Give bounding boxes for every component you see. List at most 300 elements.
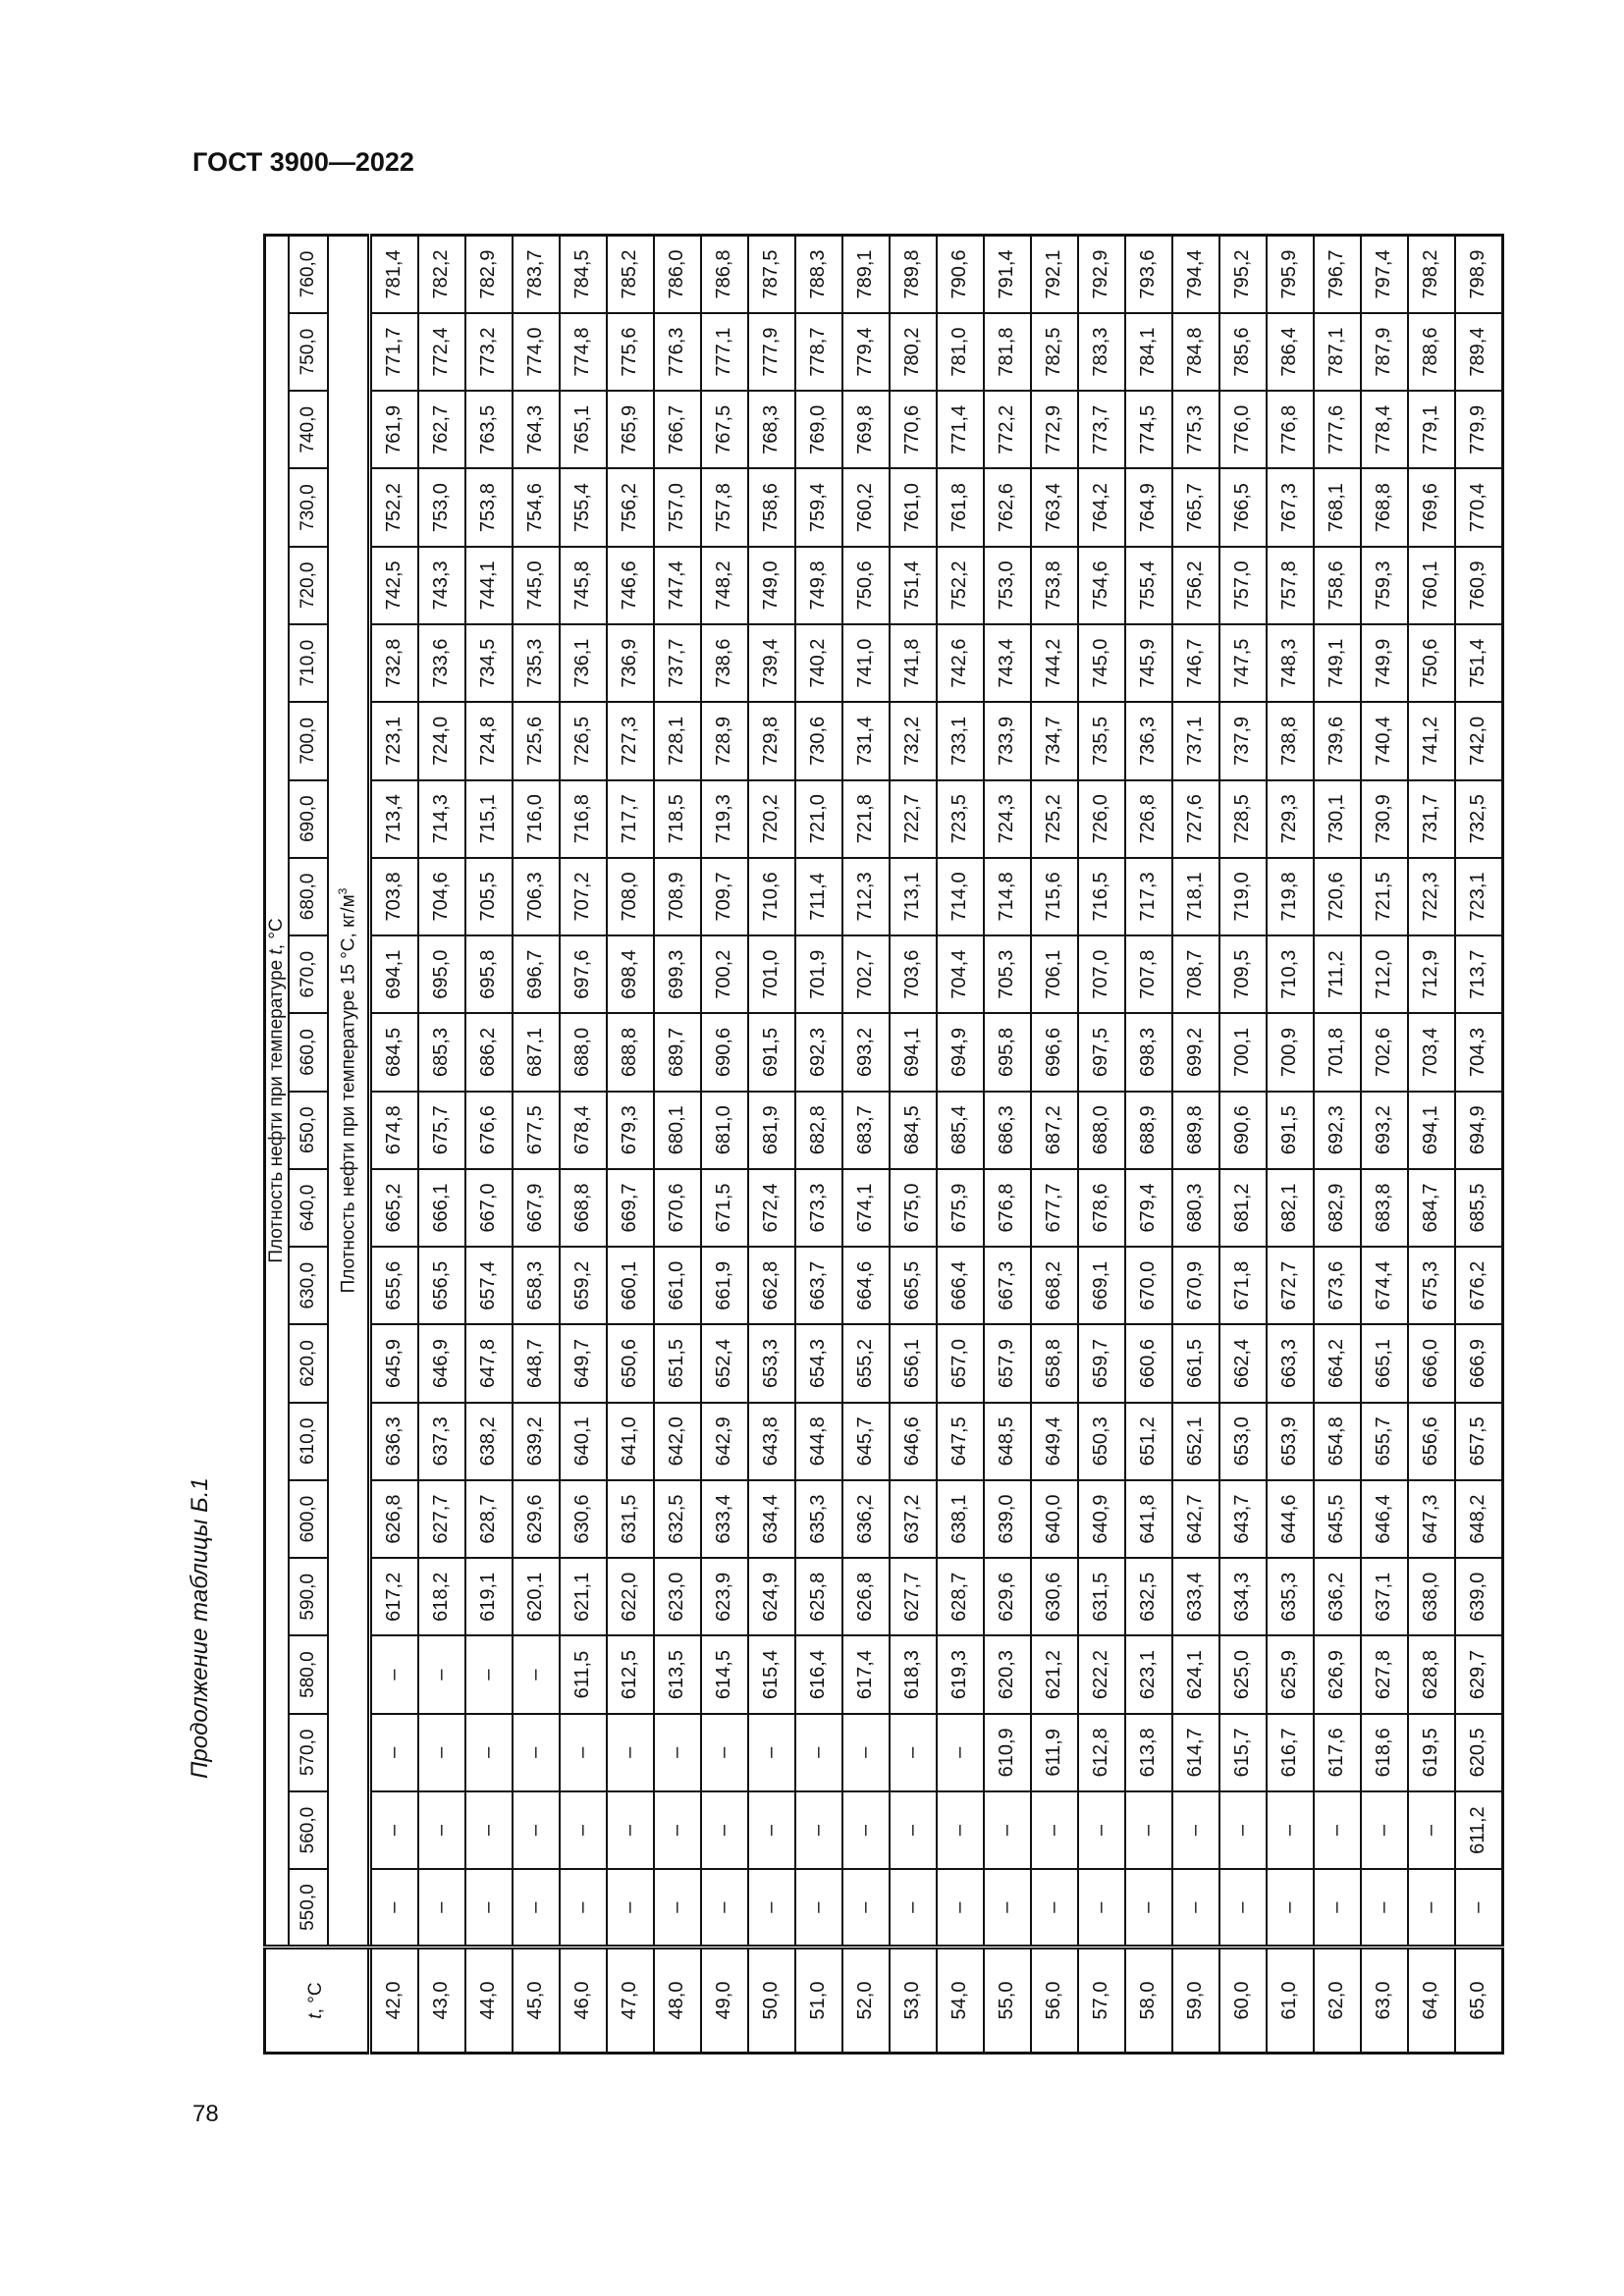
document-title: ГОСТ 3900—2022: [192, 147, 414, 177]
density-cell: –: [1172, 1869, 1219, 1947]
column-header: 710,0: [289, 624, 328, 702]
density-cell: 757,0: [654, 468, 701, 546]
density-cell: 682,8: [795, 1092, 842, 1169]
density-cell: 674,1: [842, 1169, 890, 1247]
density-cell: 654,3: [795, 1324, 842, 1402]
density-cell: 621,2: [1031, 1635, 1078, 1713]
density-cell: 650,6: [607, 1324, 654, 1402]
density-cell: 629,6: [984, 1558, 1031, 1635]
column-header: 590,0: [289, 1558, 328, 1635]
column-header: 560,0: [289, 1791, 328, 1869]
density-cell: 795,9: [1267, 236, 1314, 313]
density-cell: 790,6: [937, 236, 984, 313]
density-cell: 726,5: [560, 702, 607, 779]
density-cell: 618,2: [418, 1558, 465, 1635]
density-cell: –: [1361, 1791, 1408, 1869]
density-cell: 640,0: [1031, 1480, 1078, 1558]
density-cell: 722,7: [890, 780, 937, 858]
column-header: 610,0: [289, 1403, 328, 1480]
density-cell: 785,2: [607, 236, 654, 313]
density-cell: 770,4: [1455, 468, 1503, 546]
density-cell: 758,6: [748, 468, 795, 546]
density-cell: 737,9: [1219, 702, 1267, 779]
density-cell: 730,6: [795, 702, 842, 779]
density-cell: 677,5: [513, 1092, 560, 1169]
density-cell: 700,1: [1219, 1013, 1267, 1091]
density-cell: 798,9: [1455, 236, 1503, 313]
density-cell: 773,7: [1078, 391, 1125, 468]
density-cell: 739,6: [1314, 702, 1361, 779]
density-cell: 760,9: [1455, 547, 1503, 624]
density-cell: 714,8: [984, 858, 1031, 935]
density-cell: –: [369, 1869, 418, 1947]
table-row: [1314, 236, 1361, 2054]
density-cell: 789,1: [842, 236, 890, 313]
density-cell: 638,1: [937, 1480, 984, 1558]
density-cell: 648,5: [984, 1403, 1031, 1480]
density-cell: 792,9: [1078, 236, 1125, 313]
density-cell: 751,4: [1455, 624, 1503, 702]
temperature-cell: 54,0: [937, 1948, 984, 2054]
density-cell: 625,9: [1267, 1635, 1314, 1713]
density-cell: 667,0: [465, 1169, 513, 1247]
density-cell: 782,9: [465, 236, 513, 313]
density-cell: 699,3: [654, 935, 701, 1013]
density-cell: 763,5: [465, 391, 513, 468]
density-cell: 788,3: [795, 236, 842, 313]
density-cell: 729,3: [1267, 780, 1314, 858]
density-cell: 740,2: [795, 624, 842, 702]
density-cell: –: [1361, 1869, 1408, 1947]
density-cell: –: [1267, 1869, 1314, 1947]
density-cell: –: [984, 1791, 1031, 1869]
column-header: 570,0: [289, 1714, 328, 1791]
density-cell: 706,1: [1031, 935, 1078, 1013]
temperature-cell: 60,0: [1219, 1948, 1267, 2054]
table-row: [1361, 236, 1408, 2054]
density-cell: 772,4: [418, 313, 465, 391]
density-cell: 611,2: [1455, 1791, 1503, 1869]
density-cell: 625,8: [795, 1558, 842, 1635]
table-row: [607, 236, 654, 2054]
density-cell: –: [795, 1714, 842, 1791]
density-cell: 704,6: [418, 858, 465, 935]
density-cell: –: [1172, 1791, 1219, 1869]
density-cell: 683,8: [1361, 1169, 1408, 1247]
density-cell: 669,1: [1078, 1247, 1125, 1324]
density-cell: 777,1: [701, 313, 748, 391]
density-cell: 619,1: [465, 1558, 513, 1635]
density-cell: 774,0: [513, 313, 560, 391]
density-cell: –: [418, 1869, 465, 1947]
density-cell: 767,5: [701, 391, 748, 468]
density-cell: 778,4: [1361, 391, 1408, 468]
density-cell: 666,4: [937, 1247, 984, 1324]
density-cell: 705,5: [465, 858, 513, 935]
density-cell: 635,3: [1267, 1558, 1314, 1635]
density-cell: 748,2: [701, 547, 748, 624]
density-cell: 623,1: [1125, 1635, 1172, 1713]
t-symbol: t: [305, 2013, 327, 2019]
density-cell: 648,7: [513, 1324, 560, 1402]
density-cell: 670,9: [1172, 1247, 1219, 1324]
temperature-cell: 64,0: [1408, 1948, 1455, 2054]
density-cell: 795,2: [1219, 236, 1267, 313]
density-cell: 765,1: [560, 391, 607, 468]
density-cell: 640,1: [560, 1403, 607, 1480]
density-cell: 733,9: [984, 702, 1031, 779]
density-cell: 677,7: [1031, 1169, 1078, 1247]
density-cell: 761,0: [890, 468, 937, 546]
density-cell: 704,3: [1455, 1013, 1503, 1091]
density-cell: 736,3: [1125, 702, 1172, 779]
density-cell: 617,6: [1314, 1714, 1361, 1791]
density-cell: 633,4: [701, 1480, 748, 1558]
density-cell: 736,1: [560, 624, 607, 702]
density-cell: 673,3: [795, 1169, 842, 1247]
density-cell: 721,8: [842, 780, 890, 858]
density-cell: 678,4: [560, 1092, 607, 1169]
density-cell: 760,2: [842, 468, 890, 546]
density-cell: 701,8: [1314, 1013, 1361, 1091]
density-cell: 789,4: [1455, 313, 1503, 391]
group-title-suffix: , °C: [266, 918, 287, 950]
density-cell: 720,6: [1314, 858, 1361, 935]
table-row: [795, 236, 842, 2054]
density-cell: 771,4: [937, 391, 984, 468]
density-cell: 664,6: [842, 1247, 890, 1324]
density-cell: 690,6: [1219, 1092, 1267, 1169]
density-cell: –: [369, 1635, 418, 1713]
density-cell: 754,6: [1078, 547, 1125, 624]
density-cell: 652,1: [1172, 1403, 1219, 1480]
density-cell: –: [937, 1869, 984, 1947]
density-cell: 711,2: [1314, 935, 1361, 1013]
density-cell: 678,6: [1078, 1169, 1125, 1247]
density-cell: 610,9: [984, 1714, 1031, 1791]
density-cell: 667,9: [513, 1169, 560, 1247]
density-cell: –: [748, 1869, 795, 1947]
density-cell: 724,8: [465, 702, 513, 779]
density-cell: –: [842, 1869, 890, 1947]
density-cell: 688,0: [1078, 1092, 1125, 1169]
density-cell: 642,7: [1172, 1480, 1219, 1558]
density-cell: 635,3: [795, 1480, 842, 1558]
density-cell: 768,3: [748, 391, 795, 468]
density-cell: 778,7: [795, 313, 842, 391]
density-cell: 680,1: [654, 1092, 701, 1169]
group-header: [265, 236, 290, 1948]
density-cell: 670,0: [1125, 1247, 1172, 1324]
density-cell: 689,8: [1172, 1092, 1219, 1169]
density-cell: 690,6: [701, 1013, 748, 1091]
density-cell: 749,0: [748, 547, 795, 624]
density-cell: –: [654, 1791, 701, 1869]
density-cell: 758,6: [1314, 547, 1361, 624]
density-cell: 682,9: [1314, 1169, 1361, 1247]
density-cell: 633,4: [1172, 1558, 1219, 1635]
table-row: [654, 236, 701, 2054]
density-cell: 666,0: [1408, 1324, 1455, 1402]
density-cell: –: [1314, 1869, 1361, 1947]
density-cell: 717,7: [607, 780, 654, 858]
density-cell: 642,9: [701, 1403, 748, 1480]
density-cell: 773,2: [465, 313, 513, 391]
density-cell: 769,6: [1408, 468, 1455, 546]
density-cell: 703,4: [1408, 1013, 1455, 1091]
density-cell: 661,0: [654, 1247, 701, 1324]
density-cell: 736,9: [607, 624, 654, 702]
column-header: 550,0: [289, 1869, 328, 1947]
density-cell: 616,7: [1267, 1714, 1314, 1791]
density-cell: 638,0: [1408, 1558, 1455, 1635]
density-cell: 629,7: [1455, 1635, 1503, 1713]
column-header: 650,0: [289, 1092, 328, 1169]
density-cell: 710,3: [1267, 935, 1314, 1013]
density-cell: 618,3: [890, 1635, 937, 1713]
density-cell: 740,4: [1361, 702, 1408, 779]
density-cell: –: [1219, 1791, 1267, 1869]
density-cell: –: [937, 1714, 984, 1791]
density-cell: 687,2: [1031, 1092, 1078, 1169]
density-cell: –: [1267, 1791, 1314, 1869]
density-cell: 782,5: [1031, 313, 1078, 391]
density-cell: 658,3: [513, 1247, 560, 1324]
density-cell: –: [890, 1869, 937, 1947]
group-title-symbol: t: [266, 949, 287, 955]
density-cell: 673,6: [1314, 1247, 1361, 1324]
density-cell: 762,6: [984, 468, 1031, 546]
density-cell: 741,2: [1408, 702, 1455, 779]
density-cell: 645,5: [1314, 1480, 1361, 1558]
density-cell: 732,2: [890, 702, 937, 779]
density-cell: 684,7: [1408, 1169, 1455, 1247]
density-cell: 779,1: [1408, 391, 1455, 468]
temperature-cell: 49,0: [701, 1948, 748, 2054]
density-cell: 646,4: [1361, 1480, 1408, 1558]
density-cell: 731,4: [842, 702, 890, 779]
density-cell: 695,8: [465, 935, 513, 1013]
density-cell: –: [465, 1714, 513, 1791]
subheader: [328, 236, 369, 1948]
density-cell: –: [842, 1791, 890, 1869]
density-cell: 757,8: [1267, 547, 1314, 624]
density-cell: 742,0: [1455, 702, 1503, 779]
density-cell: 728,9: [701, 702, 748, 779]
density-cell: 630,6: [560, 1480, 607, 1558]
density-cell: 779,9: [1455, 391, 1503, 468]
density-cell: 684,5: [369, 1013, 418, 1091]
temperature-cell: 57,0: [1078, 1948, 1125, 2054]
density-cell: 730,1: [1314, 780, 1361, 858]
density-cell: 707,8: [1125, 935, 1172, 1013]
density-cell: 716,0: [513, 780, 560, 858]
density-cell: 616,4: [795, 1635, 842, 1713]
density-cell: 719,8: [1267, 858, 1314, 935]
density-cell: 681,2: [1219, 1169, 1267, 1247]
density-cell: 688,0: [560, 1013, 607, 1091]
column-header: 670,0: [289, 935, 328, 1013]
density-cell: 721,5: [1361, 858, 1408, 935]
density-cell: 655,7: [1361, 1403, 1408, 1480]
density-cell: 763,4: [1031, 468, 1078, 546]
column-header: 700,0: [289, 702, 328, 779]
density-cell: 682,1: [1267, 1169, 1314, 1247]
density-cell: 694,1: [890, 1013, 937, 1091]
density-cell: 747,4: [654, 547, 701, 624]
density-cell: –: [748, 1714, 795, 1791]
density-cell: 611,5: [560, 1635, 607, 1713]
density-cell: 619,5: [1408, 1714, 1455, 1791]
density-cell: 613,5: [654, 1635, 701, 1713]
temperature-cell: 47,0: [607, 1948, 654, 2054]
density-cell: 627,7: [418, 1480, 465, 1558]
density-cell: 720,2: [748, 780, 795, 858]
density-cell: –: [1455, 1869, 1503, 1947]
density-cell: 781,4: [369, 236, 418, 313]
density-cell: –: [1125, 1791, 1172, 1869]
density-cell: 663,3: [1267, 1324, 1314, 1402]
density-cell: 756,2: [607, 468, 654, 546]
density-cell: 746,6: [607, 547, 654, 624]
density-cell: 639,2: [513, 1403, 560, 1480]
density-cell: 769,0: [795, 391, 842, 468]
density-cell: 745,0: [1078, 624, 1125, 702]
table-row: [701, 236, 748, 2054]
temperature-cell: 58,0: [1125, 1948, 1172, 2054]
density-cell: 672,7: [1267, 1247, 1314, 1324]
density-cell: 647,5: [937, 1403, 984, 1480]
density-cell: 669,7: [607, 1169, 654, 1247]
density-cell: 786,0: [654, 236, 701, 313]
density-cell: 700,9: [1267, 1013, 1314, 1091]
density-cell: 761,9: [369, 391, 418, 468]
density-cell: 787,1: [1314, 313, 1361, 391]
column-header: 750,0: [289, 313, 328, 391]
density-cell: 789,8: [890, 236, 937, 313]
density-cell: 684,5: [890, 1092, 937, 1169]
density-cell: 715,1: [465, 780, 513, 858]
density-cell: 617,2: [369, 1558, 418, 1635]
density-cell: 614,5: [701, 1635, 748, 1713]
density-cell: 662,8: [748, 1247, 795, 1324]
table-row: [1455, 236, 1503, 2054]
density-cell: 624,9: [748, 1558, 795, 1635]
table-row: [465, 236, 513, 2054]
density-cell: 661,5: [1172, 1324, 1219, 1402]
density-cell: 681,9: [748, 1092, 795, 1169]
density-cell: 749,9: [1361, 624, 1408, 702]
density-cell: 783,7: [513, 236, 560, 313]
density-cell: 741,0: [842, 624, 890, 702]
density-cell: 711,4: [795, 858, 842, 935]
density-cell: 645,9: [369, 1324, 418, 1402]
density-cell: –: [513, 1869, 560, 1947]
density-cell: 643,7: [1219, 1480, 1267, 1558]
density-cell: 637,1: [1361, 1558, 1408, 1635]
density-cell: –: [418, 1635, 465, 1713]
density-cell: –: [513, 1791, 560, 1869]
density-cell: 626,8: [842, 1558, 890, 1635]
density-cell: 654,8: [1314, 1403, 1361, 1480]
density-cell: 776,0: [1219, 391, 1267, 468]
density-cell: 749,8: [795, 547, 842, 624]
density-cell: 653,0: [1219, 1403, 1267, 1480]
density-cell: 782,2: [418, 236, 465, 313]
density-cell: –: [984, 1869, 1031, 1947]
density-cell: 760,1: [1408, 547, 1455, 624]
density-cell: 648,2: [1455, 1480, 1503, 1558]
density-cell: 671,8: [1219, 1247, 1267, 1324]
density-cell: 784,5: [560, 236, 607, 313]
density-cell: 649,7: [560, 1324, 607, 1402]
density-cell: 643,8: [748, 1403, 795, 1480]
density-cell: 743,4: [984, 624, 1031, 702]
density-cell: 702,6: [1361, 1013, 1408, 1091]
density-cell: 652,4: [701, 1324, 748, 1402]
density-cell: 726,0: [1078, 780, 1125, 858]
density-cell: 634,4: [748, 1480, 795, 1558]
density-cell: 695,0: [418, 935, 465, 1013]
density-cell: 769,8: [842, 391, 890, 468]
density-cell: 726,8: [1125, 780, 1172, 858]
density-cell: –: [1078, 1791, 1125, 1869]
density-cell: 675,3: [1408, 1247, 1455, 1324]
density-cell: 737,1: [1172, 702, 1219, 779]
density-cell: 713,7: [1455, 935, 1503, 1013]
density-cell: 687,1: [513, 1013, 560, 1091]
density-cell: 753,0: [984, 547, 1031, 624]
density-cell: 651,5: [654, 1324, 701, 1402]
column-header: 720,0: [289, 547, 328, 624]
density-cell: 725,2: [1031, 780, 1078, 858]
density-cell: 739,4: [748, 624, 795, 702]
table-row: [1078, 236, 1125, 2054]
density-cell: –: [560, 1714, 607, 1791]
density-cell: 780,2: [890, 313, 937, 391]
density-cell: 624,1: [1172, 1635, 1219, 1713]
density-cell: 631,5: [607, 1480, 654, 1558]
density-cell: –: [795, 1791, 842, 1869]
density-cell: 702,7: [842, 935, 890, 1013]
density-cell: 651,2: [1125, 1403, 1172, 1480]
density-cell: 721,0: [795, 780, 842, 858]
density-cell: –: [1078, 1869, 1125, 1947]
density-cell: –: [937, 1791, 984, 1869]
density-cell: 772,2: [984, 391, 1031, 468]
density-cell: 641,8: [1125, 1480, 1172, 1558]
density-cell: 615,7: [1219, 1714, 1267, 1791]
density-cell: 689,7: [654, 1013, 701, 1091]
temperature-cell: 55,0: [984, 1948, 1031, 2054]
density-cell: 656,6: [1408, 1403, 1455, 1480]
density-cell: 791,4: [984, 236, 1031, 313]
density-cell: 781,8: [984, 313, 1031, 391]
density-cell: 665,2: [369, 1169, 418, 1247]
density-cell: 626,8: [369, 1480, 418, 1558]
group-title-prefix: Плотность нефти при температуре: [266, 954, 287, 1263]
density-cell: 716,5: [1078, 858, 1125, 935]
density-cell: 784,8: [1172, 313, 1219, 391]
density-cell: 764,3: [513, 391, 560, 468]
density-cell: 727,3: [607, 702, 654, 779]
density-cell: –: [513, 1635, 560, 1713]
density-cell: –: [1314, 1791, 1361, 1869]
density-cell: 696,7: [513, 935, 560, 1013]
density-cell: 751,4: [890, 547, 937, 624]
density-cell: 636,2: [842, 1480, 890, 1558]
density-cell: 640,9: [1078, 1480, 1125, 1558]
